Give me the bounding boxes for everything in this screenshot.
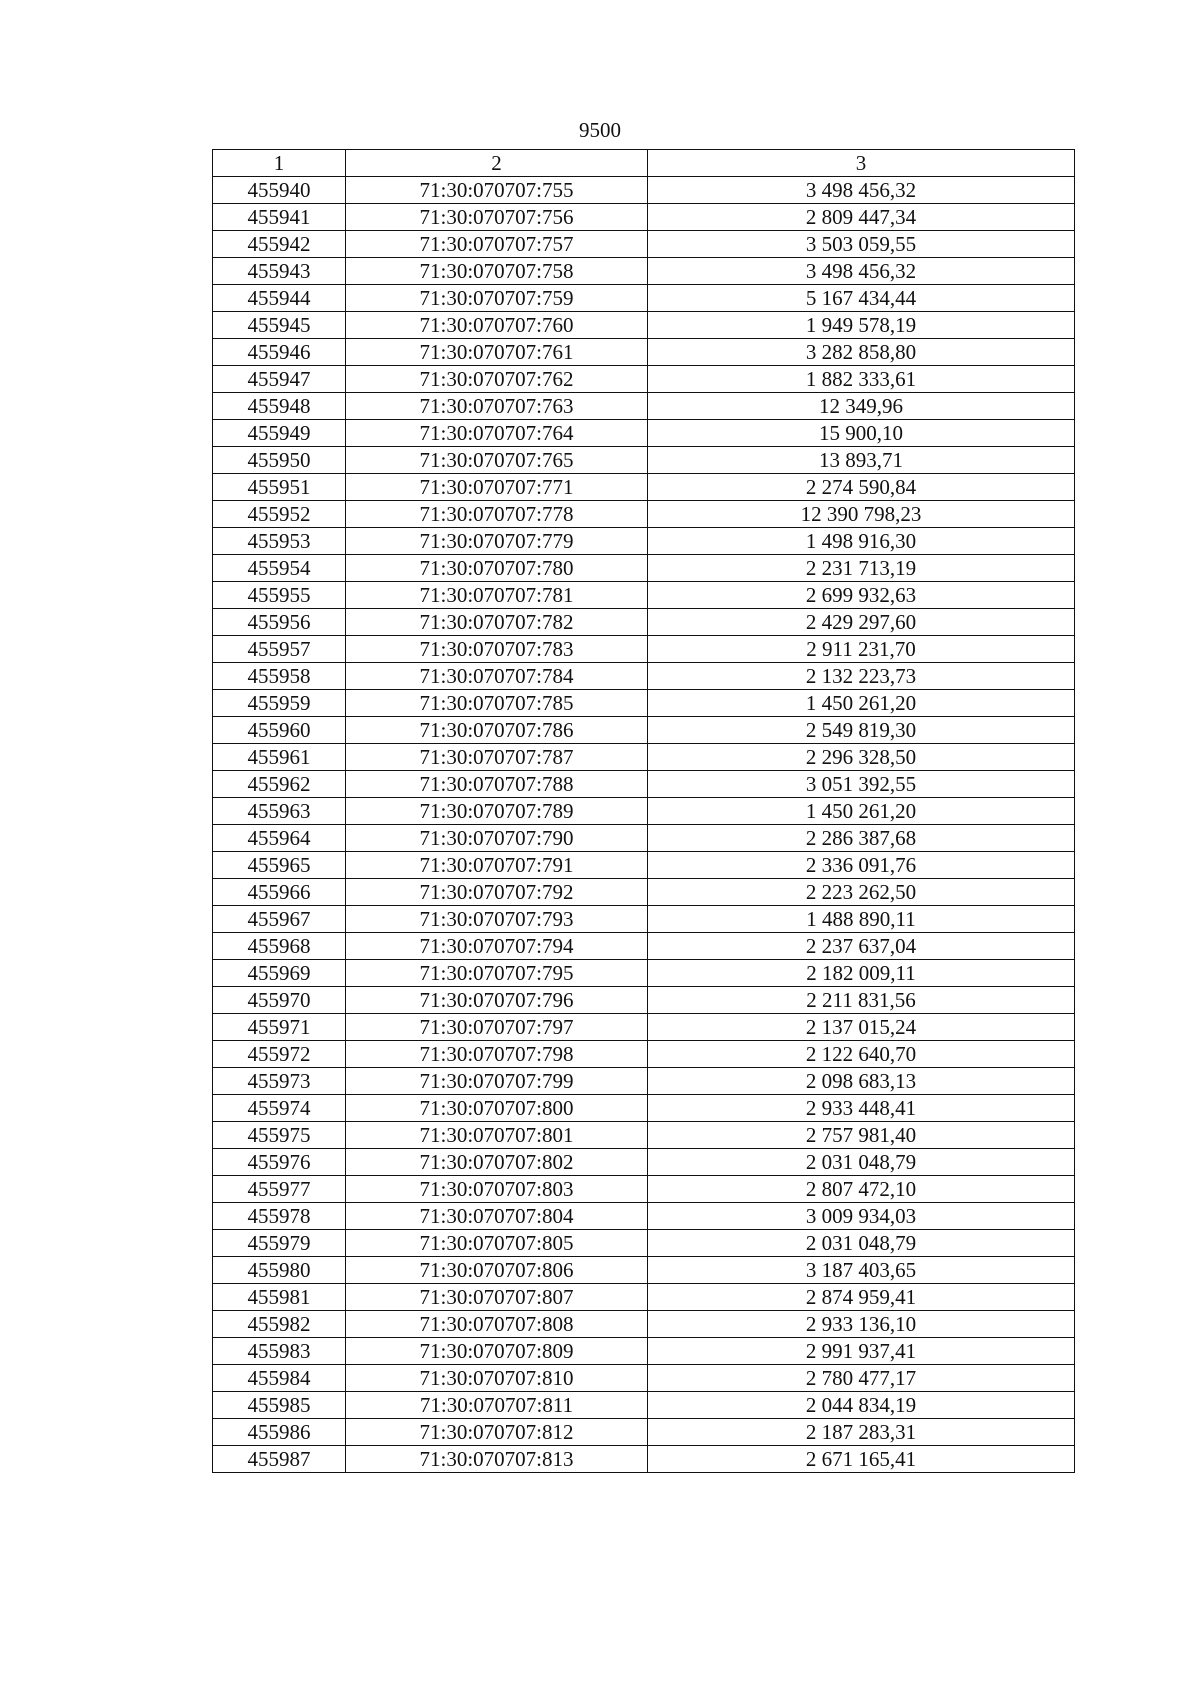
table-row — [213, 1338, 1075, 1365]
table-cell: 71:30:070707:798 — [346, 1041, 648, 1068]
table-cell: 2 757 981,40 — [648, 1122, 1075, 1149]
table-cell: 71:30:070707:797 — [346, 1014, 648, 1041]
table-row — [213, 1284, 1075, 1311]
table-cell: 2 182 009,11 — [648, 960, 1075, 987]
table-row — [213, 717, 1075, 744]
table-cell: 71:30:070707:786 — [346, 717, 648, 744]
table-cell: 71:30:070707:781 — [346, 582, 648, 609]
table-cell: 71:30:070707:788 — [346, 771, 648, 798]
page-number: 9500 — [579, 118, 621, 142]
table-cell: 2 807 472,10 — [648, 1176, 1075, 1203]
table-cell: 71:30:070707:763 — [346, 393, 648, 420]
table-cell: 71:30:070707:807 — [346, 1284, 648, 1311]
column-header: 3 — [648, 150, 1075, 177]
table-cell: 71:30:070707:811 — [346, 1392, 648, 1419]
table-cell: 455962 — [213, 771, 346, 798]
table-row — [213, 555, 1075, 582]
table-row — [213, 960, 1075, 987]
table-cell: 3 009 934,03 — [648, 1203, 1075, 1230]
table-row — [213, 501, 1075, 528]
table-cell: 455978 — [213, 1203, 346, 1230]
table-row — [213, 393, 1075, 420]
table-cell: 2 237 637,04 — [648, 933, 1075, 960]
table-row — [213, 258, 1075, 285]
table-cell: 455955 — [213, 582, 346, 609]
table-row — [213, 690, 1075, 717]
table-cell: 1 488 890,11 — [648, 906, 1075, 933]
table-cell: 455971 — [213, 1014, 346, 1041]
table-cell: 15 900,10 — [648, 420, 1075, 447]
table-cell: 2 429 297,60 — [648, 609, 1075, 636]
table-cell: 2 991 937,41 — [648, 1338, 1075, 1365]
table-cell: 71:30:070707:794 — [346, 933, 648, 960]
table-cell: 455954 — [213, 555, 346, 582]
table-cell: 71:30:070707:790 — [346, 825, 648, 852]
table-row — [213, 447, 1075, 474]
table-cell: 455953 — [213, 528, 346, 555]
table-cell: 455958 — [213, 663, 346, 690]
table-cell: 2 031 048,79 — [648, 1149, 1075, 1176]
table-cell: 3 187 403,65 — [648, 1257, 1075, 1284]
table-body — [213, 177, 1075, 1473]
table-cell: 71:30:070707:761 — [346, 339, 648, 366]
table-cell: 71:30:070707:759 — [346, 285, 648, 312]
table-row — [213, 636, 1075, 663]
table-cell: 2 671 165,41 — [648, 1446, 1075, 1473]
table-cell: 2 911 231,70 — [648, 636, 1075, 663]
table-cell: 455951 — [213, 474, 346, 501]
table-row — [213, 1095, 1075, 1122]
table-cell: 455943 — [213, 258, 346, 285]
table-row — [213, 1419, 1075, 1446]
table-row — [213, 1257, 1075, 1284]
table-cell: 71:30:070707:805 — [346, 1230, 648, 1257]
table-cell: 3 498 456,32 — [648, 258, 1075, 285]
table-cell: 5 167 434,44 — [648, 285, 1075, 312]
table-cell: 455961 — [213, 744, 346, 771]
table-cell: 455977 — [213, 1176, 346, 1203]
table-cell: 71:30:070707:760 — [346, 312, 648, 339]
table-cell: 71:30:070707:765 — [346, 447, 648, 474]
table-cell: 2 549 819,30 — [648, 717, 1075, 744]
table-cell: 71:30:070707:799 — [346, 1068, 648, 1095]
table-row — [213, 1122, 1075, 1149]
table-cell: 2 286 387,68 — [648, 825, 1075, 852]
table-cell: 455976 — [213, 1149, 346, 1176]
table-cell: 2 223 262,50 — [648, 879, 1075, 906]
table-cell: 2 044 834,19 — [648, 1392, 1075, 1419]
table-cell: 2 137 015,24 — [648, 1014, 1075, 1041]
table-cell: 71:30:070707:802 — [346, 1149, 648, 1176]
table-cell: 71:30:070707:756 — [346, 204, 648, 231]
table-cell: 3 051 392,55 — [648, 771, 1075, 798]
table-row — [213, 1365, 1075, 1392]
table-cell: 455974 — [213, 1095, 346, 1122]
data-table — [212, 149, 1075, 1473]
table-row — [213, 1068, 1075, 1095]
table-cell: 455966 — [213, 879, 346, 906]
table-cell: 71:30:070707:813 — [346, 1446, 648, 1473]
table-row — [213, 204, 1075, 231]
table-row — [213, 879, 1075, 906]
table-row — [213, 339, 1075, 366]
table-cell: 455950 — [213, 447, 346, 474]
column-header: 2 — [346, 150, 648, 177]
table-row — [213, 231, 1075, 258]
table-cell: 455985 — [213, 1392, 346, 1419]
table-cell: 2 336 091,76 — [648, 852, 1075, 879]
table-cell: 2 274 590,84 — [648, 474, 1075, 501]
table-cell: 2 187 283,31 — [648, 1419, 1075, 1446]
table-cell: 455942 — [213, 231, 346, 258]
table-cell: 2 296 328,50 — [648, 744, 1075, 771]
table-cell: 12 390 798,23 — [648, 501, 1075, 528]
table-cell: 455965 — [213, 852, 346, 879]
table-cell: 71:30:070707:806 — [346, 1257, 648, 1284]
table-row — [213, 609, 1075, 636]
table-row — [213, 474, 1075, 501]
table-cell: 455944 — [213, 285, 346, 312]
table-cell: 455975 — [213, 1122, 346, 1149]
table-cell: 71:30:070707:791 — [346, 852, 648, 879]
table-cell: 71:30:070707:762 — [346, 366, 648, 393]
table-cell: 455957 — [213, 636, 346, 663]
table-cell: 2 874 959,41 — [648, 1284, 1075, 1311]
table-cell: 71:30:070707:809 — [346, 1338, 648, 1365]
table-cell: 2 098 683,13 — [648, 1068, 1075, 1095]
table-cell: 455940 — [213, 177, 346, 204]
table-cell: 455968 — [213, 933, 346, 960]
table-cell: 455981 — [213, 1284, 346, 1311]
table-cell: 455964 — [213, 825, 346, 852]
table-cell: 455970 — [213, 987, 346, 1014]
table-cell: 2 122 640,70 — [648, 1041, 1075, 1068]
table-cell: 3 503 059,55 — [648, 231, 1075, 258]
table-cell: 1 498 916,30 — [648, 528, 1075, 555]
table-cell: 1 949 578,19 — [648, 312, 1075, 339]
table-cell: 71:30:070707:803 — [346, 1176, 648, 1203]
table-cell: 455967 — [213, 906, 346, 933]
table-row — [213, 1392, 1075, 1419]
table-cell: 71:30:070707:764 — [346, 420, 648, 447]
table-cell: 455952 — [213, 501, 346, 528]
table-cell: 71:30:070707:804 — [346, 1203, 648, 1230]
table-cell: 71:30:070707:801 — [346, 1122, 648, 1149]
table-cell: 71:30:070707:755 — [346, 177, 648, 204]
table-cell: 2 231 713,19 — [648, 555, 1075, 582]
table-cell: 71:30:070707:787 — [346, 744, 648, 771]
table-row — [213, 1446, 1075, 1473]
table-cell: 2 933 136,10 — [648, 1311, 1075, 1338]
table-cell: 3 498 456,32 — [648, 177, 1075, 204]
table-cell: 71:30:070707:757 — [346, 231, 648, 258]
table-cell: 1 450 261,20 — [648, 798, 1075, 825]
table-cell: 12 349,96 — [648, 393, 1075, 420]
table-row — [213, 366, 1075, 393]
table-cell: 71:30:070707:784 — [346, 663, 648, 690]
table-row — [213, 177, 1075, 204]
table-cell: 3 282 858,80 — [648, 339, 1075, 366]
table-cell: 2 211 831,56 — [648, 987, 1075, 1014]
table-cell: 455982 — [213, 1311, 346, 1338]
table-row — [213, 798, 1075, 825]
table-row — [213, 1149, 1075, 1176]
table-cell: 71:30:070707:812 — [346, 1419, 648, 1446]
table-cell: 2 132 223,73 — [648, 663, 1075, 690]
table-cell: 455941 — [213, 204, 346, 231]
table-cell: 2 933 448,41 — [648, 1095, 1075, 1122]
table-row — [213, 933, 1075, 960]
table-cell: 71:30:070707:795 — [346, 960, 648, 987]
table-cell: 455959 — [213, 690, 346, 717]
table-row — [213, 420, 1075, 447]
table-cell: 455946 — [213, 339, 346, 366]
table-cell: 71:30:070707:782 — [346, 609, 648, 636]
column-header: 1 — [213, 150, 346, 177]
table-cell: 1 882 333,61 — [648, 366, 1075, 393]
table-cell: 455947 — [213, 366, 346, 393]
header-row — [213, 150, 1075, 177]
table-cell: 71:30:070707:785 — [346, 690, 648, 717]
table-cell: 2 699 932,63 — [648, 582, 1075, 609]
table-cell: 455948 — [213, 393, 346, 420]
table-cell: 455956 — [213, 609, 346, 636]
table-cell: 455983 — [213, 1338, 346, 1365]
table-cell: 455986 — [213, 1419, 346, 1446]
table-row — [213, 852, 1075, 879]
table-cell: 71:30:070707:789 — [346, 798, 648, 825]
table-row — [213, 771, 1075, 798]
table-cell: 71:30:070707:810 — [346, 1365, 648, 1392]
table-row — [213, 1311, 1075, 1338]
table-cell: 2 031 048,79 — [648, 1230, 1075, 1257]
table-cell: 455963 — [213, 798, 346, 825]
table-header — [213, 150, 1075, 177]
table-cell: 2 809 447,34 — [648, 204, 1075, 231]
table-cell: 455945 — [213, 312, 346, 339]
table-cell: 71:30:070707:808 — [346, 1311, 648, 1338]
table-cell: 455984 — [213, 1365, 346, 1392]
table-cell: 455987 — [213, 1446, 346, 1473]
table-row — [213, 1176, 1075, 1203]
table-cell: 455969 — [213, 960, 346, 987]
table-cell: 71:30:070707:792 — [346, 879, 648, 906]
table-row — [213, 663, 1075, 690]
table-row — [213, 906, 1075, 933]
table-row — [213, 1203, 1075, 1230]
table-cell: 1 450 261,20 — [648, 690, 1075, 717]
table-row — [213, 1041, 1075, 1068]
table-row — [213, 987, 1075, 1014]
table-cell: 71:30:070707:796 — [346, 987, 648, 1014]
table-cell: 2 780 477,17 — [648, 1365, 1075, 1392]
table-cell: 71:30:070707:793 — [346, 906, 648, 933]
table-cell: 455949 — [213, 420, 346, 447]
table-cell: 71:30:070707:778 — [346, 501, 648, 528]
table-cell: 455980 — [213, 1257, 346, 1284]
table-cell: 455960 — [213, 717, 346, 744]
table-cell: 455973 — [213, 1068, 346, 1095]
table-cell: 71:30:070707:758 — [346, 258, 648, 285]
table-cell: 71:30:070707:780 — [346, 555, 648, 582]
table-cell: 455972 — [213, 1041, 346, 1068]
table-row — [213, 582, 1075, 609]
table-cell: 455979 — [213, 1230, 346, 1257]
table-row — [213, 744, 1075, 771]
table-cell: 71:30:070707:779 — [346, 528, 648, 555]
table-cell: 71:30:070707:783 — [346, 636, 648, 663]
table-cell: 71:30:070707:800 — [346, 1095, 648, 1122]
table-cell: 71:30:070707:771 — [346, 474, 648, 501]
table-cell: 13 893,71 — [648, 447, 1075, 474]
table-row — [213, 528, 1075, 555]
table-row — [213, 825, 1075, 852]
table-row — [213, 1230, 1075, 1257]
table-row — [213, 285, 1075, 312]
table-row — [213, 1014, 1075, 1041]
table-row — [213, 312, 1075, 339]
